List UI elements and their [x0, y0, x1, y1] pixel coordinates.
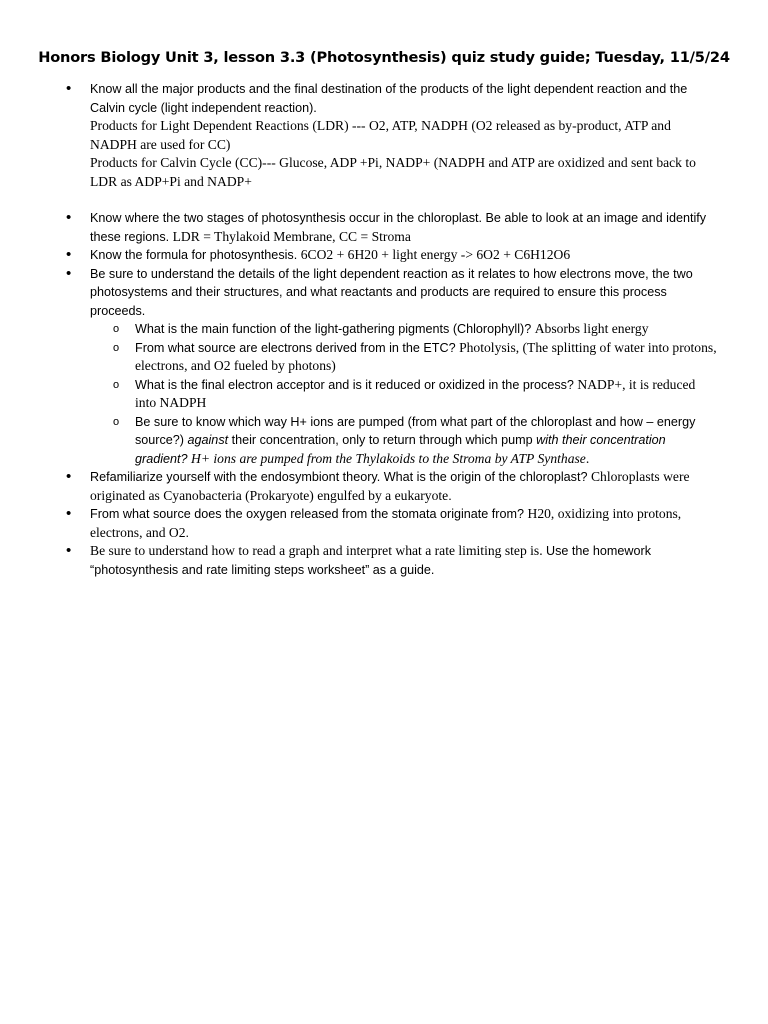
item-text: What is the final electron acceptor and is it reduced or oxidized in the process?: [135, 377, 578, 392]
item-text: proceeds.: [90, 303, 146, 318]
sub-list-item: [90, 339, 728, 376]
answer-text: electrons, and O2: [90, 524, 186, 540]
answer-text: NADP+, it is reduced: [577, 376, 696, 392]
bullet-icon: •: [66, 80, 72, 97]
item-text: .: [448, 488, 452, 503]
bullet-icon: •: [66, 468, 72, 485]
answer-text: H+ ions are pumped from the Thylakoids to the Stroma by ATP Synthase: [191, 450, 586, 466]
item-text: .: [185, 525, 190, 540]
circle-bullet-icon: o: [113, 378, 120, 391]
answer-text: LDR as ADP+Pi and NADP+: [90, 173, 252, 189]
item-text: Use the homework: [546, 544, 652, 558]
item-text: “photosynthesis and rate limiting steps worksheet” as a guide.: [90, 562, 435, 577]
item-text: photosystems and their structures, and what reactants and products are required to ensure this process: [90, 285, 667, 299]
answer-text: electrons, and O2 fueled by photons): [135, 358, 336, 373]
list-item: [0, 468, 768, 505]
sub-list-item: [90, 413, 728, 469]
item-text: these regions.: [90, 229, 173, 244]
item-text: From what source are electrons derived from in the ETC?: [135, 340, 460, 355]
item-text: Know all the major products and the final destination of the products of the light dependent reaction and the: [90, 82, 688, 96]
item-text: Know where the two stages of photosynthesis occur in the chloroplast. Be able to look at an image and identify: [90, 211, 707, 225]
bullet-icon: •: [66, 246, 72, 263]
answer-text: Products for Light Dependent Reactions (LDR) --- O2, ATP, NADPH (O2 released as by-product, ATP and: [90, 118, 671, 133]
answer-text: .: [585, 450, 590, 466]
circle-bullet-icon: o: [113, 415, 120, 428]
sub-list-item: [90, 320, 728, 339]
answer-text: Photolysis, (The splitting of water into protons,: [459, 339, 717, 355]
spacer: [0, 191, 768, 209]
answer-text: 6CO2 + 6H20 + light energy -> 6O2 + C6H12O6: [300, 247, 571, 262]
sub-list-item: [90, 376, 728, 413]
bullet-icon: •: [66, 505, 72, 522]
item-text: Be sure to know which way H+ ions are pumped (from what part of the chloroplast and how – energy: [135, 414, 696, 429]
page-title: Honors Biology Unit 3, lesson 3.3 (Photosynthesis) quiz study guide; Tuesday, 11/5/24: [38, 49, 730, 66]
circle-bullet-icon: o: [113, 341, 120, 354]
item-text: Refamiliarize yourself with the endosymbiont theory. What is the origin of the chloroplast?: [90, 470, 591, 484]
item-text: Be sure to understand the details of the light dependent reaction as it relates to how electrons move, the two: [90, 266, 693, 281]
sub-question-list: [90, 320, 728, 468]
list-item: [0, 246, 768, 265]
item-text: What is the main function of the light-gathering pigments (Chlorophyll)?: [135, 322, 535, 336]
bullet-icon: •: [66, 264, 72, 282]
list-item: [0, 542, 768, 579]
list-item: [0, 209, 768, 246]
answer-text: into NADPH: [135, 395, 207, 410]
bullet-icon: •: [66, 209, 72, 226]
answer-text: Products for Calvin Cycle (CC)--- Glucose, ADP +Pi, NADP+ (NADPH and ATP are oxidized and sent back to: [90, 155, 696, 170]
item-text: source?): [135, 433, 188, 447]
answer-text: NADPH are used for CC): [90, 136, 231, 152]
emphasis-text: gradient?: [135, 451, 192, 466]
item-text: their concentration, only to return through which pump: [228, 433, 537, 447]
answer-text: Chloroplasts were: [590, 469, 690, 484]
item-text: Know the formula for photosynthesis.: [90, 248, 301, 262]
emphasis-text: with their concentration: [536, 433, 666, 447]
answer-text: Absorbs light energy: [534, 321, 649, 336]
item-text: From what source does the oxygen released from the stomata originate from?: [90, 507, 528, 521]
item-text: Be sure to understand how to read a graph and interpret what a rate limiting step is.: [90, 543, 547, 558]
item-text: Calvin cycle (light independent reaction).: [90, 100, 317, 115]
answer-text: H20, oxidizing into protons,: [527, 506, 682, 521]
list-item: [0, 80, 768, 191]
circle-bullet-icon: o: [113, 323, 120, 335]
question-list: [0, 80, 768, 579]
answer-text: LDR = Thylakoid Membrane, CC = Stroma: [172, 228, 411, 244]
answer-text: originated as Cyanobacteria (Prokaryote) engulfed by a eukaryote: [90, 487, 449, 503]
list-item: [0, 505, 768, 542]
list-item: [0, 265, 768, 469]
bullet-icon: •: [66, 542, 72, 559]
emphasis-text: against: [187, 433, 229, 447]
